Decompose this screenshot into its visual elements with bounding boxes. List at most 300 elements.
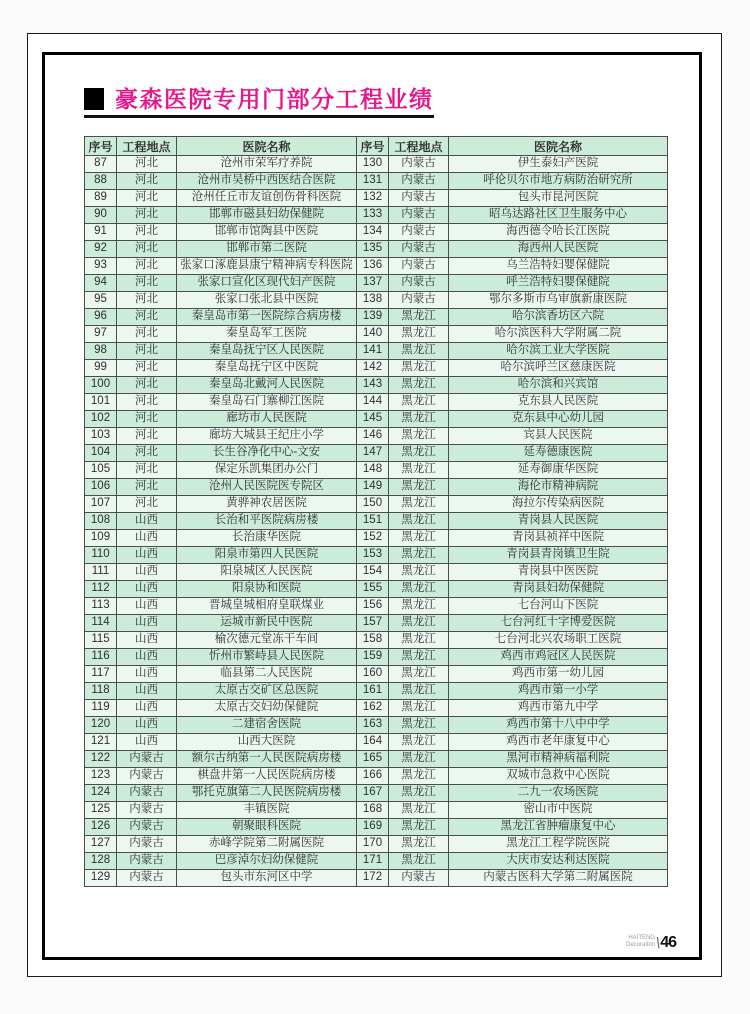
table-row (85, 870, 668, 887)
brand-logo-text: HAITENG Decoration (626, 935, 656, 949)
cell-hospital-right: 乌兰浩特妇婴保健院 (449, 258, 668, 275)
header-serial-right: 序号 (357, 137, 389, 156)
cell-location-right: 黑龙江 (389, 836, 449, 853)
cell-location-right: 黑龙江 (389, 581, 449, 598)
cell-serial-left: 110 (85, 547, 117, 564)
cell-location-right: 内蒙古 (389, 258, 449, 275)
cell-hospital-right: 内蒙古医科大学第二附属医院 (449, 870, 668, 887)
cell-serial-right: 151 (357, 513, 389, 530)
cell-serial-left: 127 (85, 836, 117, 853)
cell-serial-left: 95 (85, 292, 117, 309)
cell-hospital-left: 邯郸市磁县妇幼保健院 (177, 207, 357, 224)
cell-location-right: 黑龙江 (389, 683, 449, 700)
cell-serial-right: 132 (357, 190, 389, 207)
cell-location-left: 山西 (117, 666, 177, 683)
cell-location-right: 黑龙江 (389, 649, 449, 666)
cell-serial-right: 147 (357, 445, 389, 462)
cell-serial-right: 155 (357, 581, 389, 598)
cell-hospital-left: 邯郸市馆陶县中医院 (177, 224, 357, 241)
table-header-row (85, 137, 668, 156)
table-row (85, 615, 668, 632)
cell-serial-right: 164 (357, 734, 389, 751)
table-row (85, 632, 668, 649)
table-row (85, 428, 668, 445)
cell-serial-left: 89 (85, 190, 117, 207)
cell-serial-right: 157 (357, 615, 389, 632)
cell-serial-left: 96 (85, 309, 117, 326)
cell-hospital-right: 克东县人民医院 (449, 394, 668, 411)
cell-location-right: 黑龙江 (389, 496, 449, 513)
table-row (85, 683, 668, 700)
projects-table (84, 136, 668, 887)
cell-location-left: 河北 (117, 462, 177, 479)
cell-location-right: 黑龙江 (389, 853, 449, 870)
cell-serial-left: 120 (85, 717, 117, 734)
table-row (85, 394, 668, 411)
cell-location-left: 山西 (117, 530, 177, 547)
cell-location-left: 河北 (117, 224, 177, 241)
table-row (85, 173, 668, 190)
cell-location-left: 河北 (117, 326, 177, 343)
cell-location-left: 山西 (117, 547, 177, 564)
cell-location-right: 黑龙江 (389, 479, 449, 496)
cell-location-right: 黑龙江 (389, 802, 449, 819)
cell-location-right: 黑龙江 (389, 377, 449, 394)
cell-serial-right: 137 (357, 275, 389, 292)
cell-location-right: 黑龙江 (389, 666, 449, 683)
cell-hospital-right: 包头市昆河医院 (449, 190, 668, 207)
cell-serial-left: 98 (85, 343, 117, 360)
cell-location-left: 河北 (117, 156, 177, 173)
cell-hospital-left: 张家口涿鹿县康宁精神病专科医院 (177, 258, 357, 275)
cell-location-left: 河北 (117, 377, 177, 394)
cell-hospital-left: 太原古交矿区总医院 (177, 683, 357, 700)
cell-hospital-left: 棋盘井第一人民医院病房楼 (177, 768, 357, 785)
cell-location-right: 内蒙古 (389, 190, 449, 207)
cell-serial-right: 166 (357, 768, 389, 785)
cell-hospital-right: 哈尔滨和兴宾馆 (449, 377, 668, 394)
cell-serial-right: 148 (357, 462, 389, 479)
cell-hospital-left: 赤峰学院第二附属医院 (177, 836, 357, 853)
cell-hospital-right: 海伦市精神病院 (449, 479, 668, 496)
cell-serial-right: 150 (357, 496, 389, 513)
cell-location-right: 黑龙江 (389, 734, 449, 751)
cell-hospital-left: 沧州市荣军疗养院 (177, 156, 357, 173)
table-row (85, 802, 668, 819)
table-row (85, 564, 668, 581)
cell-serial-left: 122 (85, 751, 117, 768)
cell-location-left: 内蒙古 (117, 870, 177, 887)
cell-hospital-left: 阳泉城区人民医院 (177, 564, 357, 581)
cell-serial-right: 167 (357, 785, 389, 802)
cell-location-right: 内蒙古 (389, 224, 449, 241)
table-row (85, 751, 668, 768)
cell-serial-right: 135 (357, 241, 389, 258)
table-row (85, 309, 668, 326)
cell-location-right: 黑龙江 (389, 615, 449, 632)
table-row (85, 292, 668, 309)
cell-location-left: 河北 (117, 411, 177, 428)
cell-hospital-right: 二九一农场医院 (449, 785, 668, 802)
cell-location-left: 河北 (117, 445, 177, 462)
cell-hospital-right: 伊生泰妇产医院 (449, 156, 668, 173)
cell-serial-left: 123 (85, 768, 117, 785)
cell-serial-right: 169 (357, 819, 389, 836)
cell-hospital-right: 鸡西市第一幼儿园 (449, 666, 668, 683)
table-row (85, 768, 668, 785)
cell-serial-left: 90 (85, 207, 117, 224)
cell-hospital-left: 鄂托克旗第二人民医院病房楼 (177, 785, 357, 802)
cell-location-right: 内蒙古 (389, 870, 449, 887)
cell-hospital-right: 七台河北兴农场职工医院 (449, 632, 668, 649)
table-row (85, 411, 668, 428)
cell-hospital-left: 包头市东河区中学 (177, 870, 357, 887)
cell-hospital-left: 张家口宣化区现代妇产医院 (177, 275, 357, 292)
cell-location-right: 黑龙江 (389, 394, 449, 411)
cell-serial-left: 104 (85, 445, 117, 462)
cell-hospital-left: 秦皇岛抚宁区中医院 (177, 360, 357, 377)
cell-location-right: 黑龙江 (389, 462, 449, 479)
table-row (85, 530, 668, 547)
cell-serial-right: 145 (357, 411, 389, 428)
cell-serial-right: 130 (357, 156, 389, 173)
cell-location-right: 黑龙江 (389, 326, 449, 343)
cell-location-right: 黑龙江 (389, 411, 449, 428)
cell-hospital-left: 额尔古纳第一人民医院病房楼 (177, 751, 357, 768)
cell-serial-left: 87 (85, 156, 117, 173)
cell-location-left: 河北 (117, 496, 177, 513)
cell-hospital-right: 克东县中心幼儿园 (449, 411, 668, 428)
cell-hospital-right: 大庆市安达利达医院 (449, 853, 668, 870)
cell-serial-left: 103 (85, 428, 117, 445)
cell-location-left: 山西 (117, 683, 177, 700)
cell-location-right: 黑龙江 (389, 785, 449, 802)
table-row (85, 190, 668, 207)
cell-serial-left: 115 (85, 632, 117, 649)
cell-location-left: 山西 (117, 615, 177, 632)
table-row (85, 785, 668, 802)
table-row (85, 717, 668, 734)
cell-location-right: 黑龙江 (389, 768, 449, 785)
cell-serial-right: 162 (357, 700, 389, 717)
cell-location-right: 内蒙古 (389, 207, 449, 224)
cell-hospital-right: 哈尔滨香坊区六院 (449, 309, 668, 326)
cell-location-right: 黑龙江 (389, 309, 449, 326)
cell-hospital-left: 忻州市繁峙县人民医院 (177, 649, 357, 666)
cell-hospital-right: 青岗县人民医院 (449, 513, 668, 530)
cell-serial-right: 156 (357, 598, 389, 615)
cell-serial-left: 94 (85, 275, 117, 292)
cell-serial-right: 165 (357, 751, 389, 768)
cell-serial-left: 117 (85, 666, 117, 683)
cell-serial-right: 160 (357, 666, 389, 683)
cell-serial-right: 149 (357, 479, 389, 496)
cell-hospital-right: 海西德令哈长江医院 (449, 224, 668, 241)
page-number: 46 (660, 934, 676, 951)
cell-hospital-left: 秦皇岛军工医院 (177, 326, 357, 343)
cell-hospital-left: 晋城皇城相府皇联煤业 (177, 598, 357, 615)
table-row (85, 666, 668, 683)
cell-serial-left: 126 (85, 819, 117, 836)
cell-serial-left: 101 (85, 394, 117, 411)
cell-hospital-left: 沧州人民医院医专院区 (177, 479, 357, 496)
cell-serial-left: 93 (85, 258, 117, 275)
cell-serial-right: 161 (357, 683, 389, 700)
cell-location-left: 河北 (117, 343, 177, 360)
cell-location-left: 河北 (117, 309, 177, 326)
cell-location-left: 河北 (117, 173, 177, 190)
cell-hospital-left: 黄骅神农居医院 (177, 496, 357, 513)
cell-serial-left: 107 (85, 496, 117, 513)
cell-location-left: 内蒙古 (117, 802, 177, 819)
table-row (85, 734, 668, 751)
cell-serial-left: 88 (85, 173, 117, 190)
cell-serial-right: 170 (357, 836, 389, 853)
cell-hospital-left: 秦皇岛北戴河人民医院 (177, 377, 357, 394)
cell-location-right: 黑龙江 (389, 513, 449, 530)
cell-location-right: 黑龙江 (389, 819, 449, 836)
cell-serial-right: 139 (357, 309, 389, 326)
cell-hospital-right: 延寿御康华医院 (449, 462, 668, 479)
cell-location-left: 山西 (117, 581, 177, 598)
cell-hospital-left: 朝聚眼科医院 (177, 819, 357, 836)
cell-hospital-left: 廊坊大城县王纪庄小学 (177, 428, 357, 445)
cell-hospital-right: 呼兰浩特妇婴保健院 (449, 275, 668, 292)
cell-location-right: 内蒙古 (389, 275, 449, 292)
cell-hospital-right: 鸡西市第九中学 (449, 700, 668, 717)
table-row (85, 513, 668, 530)
cell-serial-left: 119 (85, 700, 117, 717)
projects-table-body (85, 156, 668, 887)
cell-hospital-right: 青岗县祯祥中医院 (449, 530, 668, 547)
cell-serial-right: 152 (357, 530, 389, 547)
cell-hospital-left: 太原古交妇幼保健院 (177, 700, 357, 717)
cell-hospital-right: 鸡西市第十八中中学 (449, 717, 668, 734)
cell-serial-left: 106 (85, 479, 117, 496)
cell-hospital-left: 邯郸市第二医院 (177, 241, 357, 258)
cell-hospital-right: 海拉尔传染病医院 (449, 496, 668, 513)
table-row (85, 360, 668, 377)
cell-location-right: 内蒙古 (389, 241, 449, 258)
cell-serial-right: 142 (357, 360, 389, 377)
cell-serial-left: 97 (85, 326, 117, 343)
cell-serial-left: 100 (85, 377, 117, 394)
cell-location-left: 河北 (117, 292, 177, 309)
cell-serial-left: 128 (85, 853, 117, 870)
cell-hospital-left: 沧州市吴桥中西医结合医院 (177, 173, 357, 190)
cell-serial-left: 118 (85, 683, 117, 700)
cell-serial-right: 133 (357, 207, 389, 224)
cell-serial-right: 140 (357, 326, 389, 343)
cell-serial-right: 144 (357, 394, 389, 411)
cell-serial-left: 114 (85, 615, 117, 632)
table-row (85, 581, 668, 598)
cell-hospital-right: 鄂尔多斯市乌审旗新康医院 (449, 292, 668, 309)
cell-hospital-left: 秦皇岛石门寨柳江医院 (177, 394, 357, 411)
projects-table-container (84, 136, 667, 887)
cell-serial-right: 171 (357, 853, 389, 870)
cell-serial-right: 134 (357, 224, 389, 241)
cell-location-left: 河北 (117, 207, 177, 224)
cell-serial-right: 136 (357, 258, 389, 275)
table-row (85, 649, 668, 666)
cell-location-right: 内蒙古 (389, 156, 449, 173)
cell-hospital-right: 青岗县青岗镇卫生院 (449, 547, 668, 564)
cell-serial-right: 163 (357, 717, 389, 734)
cell-location-left: 河北 (117, 258, 177, 275)
cell-hospital-right: 青岗县中医医院 (449, 564, 668, 581)
cell-hospital-left: 二建宿舍医院 (177, 717, 357, 734)
cell-hospital-right: 鸡西市第一小学 (449, 683, 668, 700)
cell-location-left: 河北 (117, 190, 177, 207)
cell-serial-right: 138 (357, 292, 389, 309)
table-row (85, 496, 668, 513)
header-location-right: 工程地点 (389, 137, 449, 156)
cell-hospital-right: 鸡西市老年康复中心 (449, 734, 668, 751)
cell-hospital-left: 运城市新民中医院 (177, 615, 357, 632)
cell-location-left: 河北 (117, 241, 177, 258)
table-row (85, 275, 668, 292)
page-footer (626, 934, 676, 952)
cell-serial-right: 159 (357, 649, 389, 666)
table-row (85, 479, 668, 496)
cell-serial-left: 102 (85, 411, 117, 428)
header-location-left: 工程地点 (117, 137, 177, 156)
cell-hospital-left: 阳泉市第四人民医院 (177, 547, 357, 564)
cell-location-left: 内蒙古 (117, 836, 177, 853)
cell-hospital-right: 呼伦贝尔市地方病防治研究所 (449, 173, 668, 190)
cell-serial-left: 111 (85, 564, 117, 581)
cell-location-left: 山西 (117, 700, 177, 717)
table-row (85, 598, 668, 615)
table-row (85, 547, 668, 564)
cell-serial-left: 129 (85, 870, 117, 887)
cell-serial-left: 124 (85, 785, 117, 802)
cell-serial-right: 154 (357, 564, 389, 581)
cell-location-right: 黑龙江 (389, 632, 449, 649)
cell-location-right: 黑龙江 (389, 428, 449, 445)
cell-location-left: 河北 (117, 428, 177, 445)
cell-hospital-left: 长生谷净化中心-文安 (177, 445, 357, 462)
cell-serial-right: 158 (357, 632, 389, 649)
cell-hospital-left: 秦皇岛市第一医院综合病房楼 (177, 309, 357, 326)
cell-location-left: 内蒙古 (117, 751, 177, 768)
cell-location-right: 内蒙古 (389, 292, 449, 309)
cell-hospital-right: 七台河红十字博爱医院 (449, 615, 668, 632)
page-title-block (84, 88, 434, 118)
cell-location-left: 山西 (117, 717, 177, 734)
cell-hospital-right: 双城市急救中心医院 (449, 768, 668, 785)
cell-hospital-right: 鸡西市鸡冠区人民医院 (449, 649, 668, 666)
table-row (85, 700, 668, 717)
cell-location-left: 山西 (117, 632, 177, 649)
cell-location-left: 内蒙古 (117, 819, 177, 836)
cell-hospital-left: 临县第二人民医院 (177, 666, 357, 683)
cell-hospital-right: 七台河山下医院 (449, 598, 668, 615)
table-row (85, 462, 668, 479)
cell-hospital-left: 长治康华医院 (177, 530, 357, 547)
cell-hospital-left: 山西大医院 (177, 734, 357, 751)
table-row (85, 156, 668, 173)
cell-serial-left: 92 (85, 241, 117, 258)
cell-hospital-left: 榆次德元堂冻干车间 (177, 632, 357, 649)
cell-location-left: 河北 (117, 479, 177, 496)
cell-serial-left: 91 (85, 224, 117, 241)
cell-serial-right: 146 (357, 428, 389, 445)
cell-location-right: 黑龙江 (389, 343, 449, 360)
cell-hospital-left: 巴彦淖尔妇幼保健院 (177, 853, 357, 870)
cell-serial-left: 99 (85, 360, 117, 377)
table-row (85, 343, 668, 360)
cell-serial-right: 141 (357, 343, 389, 360)
cell-location-right: 内蒙古 (389, 173, 449, 190)
cell-hospital-right: 青岗县妇幼保健院 (449, 581, 668, 598)
cell-hospital-right: 黑龙江省肿瘤康复中心 (449, 819, 668, 836)
header-hospital-left: 医院名称 (177, 137, 357, 156)
cell-hospital-right: 密山市中医院 (449, 802, 668, 819)
table-row (85, 326, 668, 343)
cell-hospital-right: 哈尔滨医科大学附属二院 (449, 326, 668, 343)
cell-location-left: 内蒙古 (117, 853, 177, 870)
table-row (85, 836, 668, 853)
cell-serial-left: 105 (85, 462, 117, 479)
cell-hospital-right: 黑龙江工程学院医院 (449, 836, 668, 853)
cell-location-right: 黑龙江 (389, 564, 449, 581)
cell-location-left: 内蒙古 (117, 785, 177, 802)
table-row (85, 377, 668, 394)
header-serial-left: 序号 (85, 137, 117, 156)
cell-serial-right: 153 (357, 547, 389, 564)
cell-serial-left: 116 (85, 649, 117, 666)
cell-hospital-left: 沧州任丘市友谊创伤骨科医院 (177, 190, 357, 207)
cell-hospital-left: 长治和平医院病房楼 (177, 513, 357, 530)
cell-hospital-right: 昭乌达路社区卫生服务中心 (449, 207, 668, 224)
table-row (85, 224, 668, 241)
cell-serial-left: 121 (85, 734, 117, 751)
cell-hospital-right: 哈尔滨呼兰区慈康医院 (449, 360, 668, 377)
cell-serial-right: 143 (357, 377, 389, 394)
cell-location-right: 黑龙江 (389, 700, 449, 717)
cell-hospital-left: 廊坊市人民医院 (177, 411, 357, 428)
brand-slash-icon: \ (654, 934, 662, 953)
cell-location-right: 黑龙江 (389, 445, 449, 462)
table-row (85, 207, 668, 224)
table-row (85, 853, 668, 870)
cell-serial-left: 113 (85, 598, 117, 615)
cell-location-left: 山西 (117, 649, 177, 666)
cell-hospital-left: 张家口张北县中医院 (177, 292, 357, 309)
cell-location-right: 黑龙江 (389, 717, 449, 734)
cell-serial-left: 125 (85, 802, 117, 819)
cell-hospital-right: 宾县人民医院 (449, 428, 668, 445)
cell-hospital-right: 黑河市精神病福利院 (449, 751, 668, 768)
cell-location-right: 黑龙江 (389, 598, 449, 615)
cell-location-left: 河北 (117, 394, 177, 411)
cell-serial-left: 109 (85, 530, 117, 547)
cell-location-left: 内蒙古 (117, 768, 177, 785)
page-title: 豪森医院专用门部分工程业绩 (115, 86, 434, 112)
cell-hospital-left: 秦皇岛抚宁区人民医院 (177, 343, 357, 360)
table-row (85, 241, 668, 258)
cell-serial-left: 112 (85, 581, 117, 598)
cell-serial-right: 172 (357, 870, 389, 887)
cell-location-right: 黑龙江 (389, 360, 449, 377)
cell-location-left: 山西 (117, 513, 177, 530)
cell-hospital-left: 保定乐凯集团办公门 (177, 462, 357, 479)
table-row (85, 445, 668, 462)
cell-hospital-right: 延寿德康医院 (449, 445, 668, 462)
table-row (85, 258, 668, 275)
